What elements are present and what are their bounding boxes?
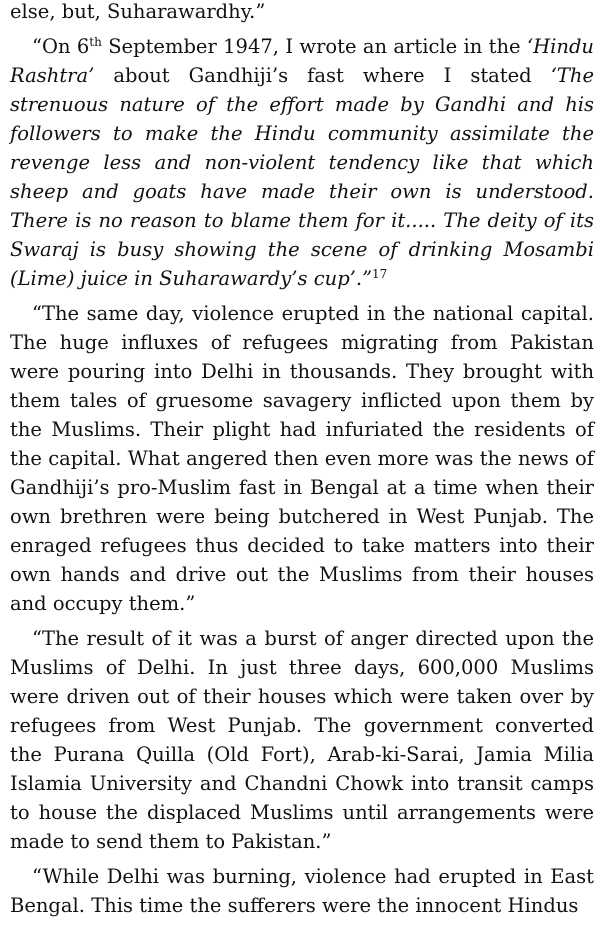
paragraph-text: September 1947, I wrote an article in the xyxy=(101,35,527,58)
newspaper-title: ‘Hindu Rashtra’ xyxy=(10,35,594,87)
paragraph-muslims-of-delhi xyxy=(10,624,594,856)
paragraph-east-bengal xyxy=(10,862,594,920)
paragraph-text: “The same day, violence erupted in the national capital. The huge influxes of refugees migrating from Pakistan were pouring into Delhi in thousands. They brought with them tales of gruesome savagery inflicted upon them by the Muslims. Their plight had infuriated the residents of the capital. What angered then even more was the news of Gandhiji’s pro-Muslim fast in Bengal at a time when their own brethren were being butchered in West Punjab. The enraged refugees thus decided to take matters into their own hands and drive out the Muslims from their houses and occupy them.” xyxy=(10,302,594,615)
footnote-marker: 17 xyxy=(372,267,388,281)
paragraph-text: about Gandhiji’s fast where I stated xyxy=(94,64,551,87)
paragraph-text: “While Delhi was burning, violence had erupted in East Bengal. This time the sufferers were the innocent Hindus xyxy=(10,865,594,917)
paragraph-hindu-rashtra-article xyxy=(10,32,594,293)
paragraph-text: “The result of it was a burst of anger directed upon the Muslims of Delhi. In just three days, 600,000 Muslims were driven out of their houses which were taken over by refugees from West Punjab. The government converted the Purana Quilla (Old Fort), Arab-ki-Sarai, Jamia Milia Islamia University and Chandni Chowk into transit camps to house the displaced Muslims until arrangements were made to send them to Pakistan.” xyxy=(10,627,594,853)
paragraph-text: “On 6 xyxy=(32,35,90,58)
ordinal-superscript: th xyxy=(89,35,102,49)
paragraph-continuation xyxy=(10,0,594,26)
paragraph-text: else, but, Suharawardhy.” xyxy=(10,0,266,23)
article-quote: ‘The strenuous nature of the effort made by Gandhi and his followers to make the Hindu community assimilate the revenge less and non-violent tendency like that which sheep and goats have made their own is understood. There is no reason to blame them for it..... The deity of its Swaraj is busy showing the scene of drinking Mosambi (Lime) juice in Suharawardy’s cup’.” xyxy=(10,64,594,290)
paragraph-delhi-violence xyxy=(10,299,594,618)
